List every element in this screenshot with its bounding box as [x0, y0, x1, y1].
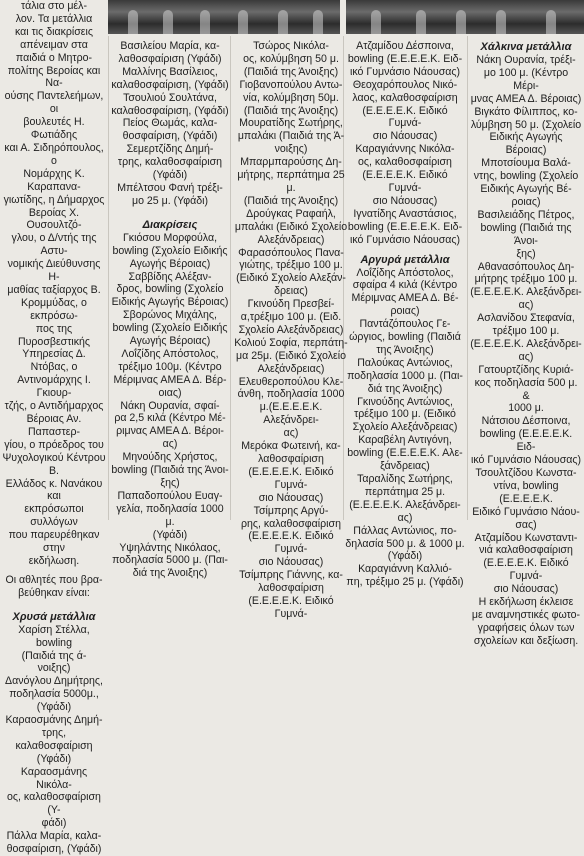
- photo-figure: [416, 10, 426, 34]
- list-item: Νάκη Ουρανία, σφαί- ρα 2,5 κιλά (Κέντρο Μέ- ριμνας ΑΜΕΑ Δ. Βέροι- ας): [114, 399, 226, 451]
- list-item: Μποτσίουμα Βαλά- ντης, bowling (Σχολείο Ειδικής Αγωγής Βέ- ροιας): [473, 157, 579, 208]
- list-item: Γκινούδης Αντώνιος, τρέξιμο 100 μ. (Ειδικό Σχολείο Αλεξάνδρειας): [352, 395, 458, 434]
- photo-figure: [313, 10, 323, 34]
- list-item: Σεμερτζίδης Δημή- τρης, καλαθοσφαίριση (Υφάδι): [117, 143, 223, 182]
- list-item: Βιγκάτο Φίλιππος, κο- λύμβηση 50 μ. (Σχολείο Ειδικής Αγωγής Βέροιας): [470, 105, 582, 157]
- list-item: Μερόκα Φωτεινή, κα- λαθοσφαίριση (Ε.Ε.Ε.Ε.Κ. Ειδικό Γυμνά- σιο Νάουσας): [241, 440, 341, 504]
- photo-right: [346, 0, 584, 34]
- list-item: Τσουλτζίδου Κωνστα- ντίνα, bowling (Ε.Ε.Ε.Ε.Κ. Ειδικό Γυμνάσιο Νάου- σας): [472, 467, 580, 531]
- list-item: Ατζαμίδου Κωνσταντι- νιά καλαθοσφαίριση (Ε.Ε.Ε.Ε.Κ. Ειδικό Γυμνά- σιο Νάουσας): [474, 531, 578, 596]
- list-item: Ταραλίδης Σωτήρης, περπάτημα 25 μ. (Ε.Ε.Ε.Ε.Κ. Αλεξάνδρει- ας): [349, 473, 461, 524]
- list-item: Δανόγλου Δημήτρης, ποδηλασία 5000μ., (Υφάδι): [5, 675, 103, 714]
- list-item: Τσουλιού Σουλτάνα, καλαθοσφαίριση, (Υφάδι): [111, 91, 229, 117]
- photo-figure: [128, 10, 138, 34]
- list-item: Βασιλείου Μαρία, κα- λαθοσφαίριση (Υφάδι): [118, 40, 222, 65]
- list-item: Γατουρτζίδης Κυριά- κος ποδηλασία 500 μ. & 1000 μ.: [474, 363, 578, 415]
- list-item: Γκινούδη Πρεσβεί- α,τρέξιμο 100 μ. (Ειδ. Σχολείο Αλεξάνδρειας): [238, 298, 344, 336]
- athletes-intro: Οι αθλητές που βρα- βεύθηκαν είναι:: [5, 573, 103, 599]
- list-item: Πάλλα Μαρία, καλα- θοσφαίριση, (Υφάδι): [6, 830, 102, 856]
- silver-medals-heading: Αργυρά μετάλλια: [360, 253, 450, 266]
- photo-figure: [238, 10, 248, 34]
- list-item: Μηνούδης Χρήστος, bowling (Παιδιά της Άνοι- ξης): [111, 451, 229, 489]
- closing-paragraph: Η εκδήλωση έκλεισε με αναμνηστικές φωτο- γραφήσεις όλων των σχολείων και δεξίωση.: [471, 596, 581, 647]
- column-divider: [230, 36, 231, 520]
- column-5: [470, 40, 582, 648]
- list-item: Καραγιάννη Καλλιό- πη, τρέξιμο 25 μ. (Υφάδι): [346, 563, 464, 589]
- list-item: Καραοσμάνης Δημή- τρης, καλαθοσφαίριση (Υφάδι): [5, 714, 103, 765]
- list-item: Ιγνατίδης Αναστάσιος, bowling (Ε.Ε.Ε.Ε.Κ. Ειδ- ικό Γυμνάσιο Νάουσας): [347, 207, 463, 246]
- photo-figure: [496, 10, 506, 34]
- list-item: Βασιλειάδης Πέτρος, bowling (Παιδιά της Άνοι- ξης): [477, 208, 575, 260]
- list-item: Νάτσιου Δέσποινα, bowling (Ε.Ε.Ε.Ε.Κ. Ειδ- ικό Γυμνάσιο Νάουσας): [471, 415, 581, 467]
- list-item: Σβορώνος Μιχάλης, bowling (Σχολείο Ειδικής Αγωγής Βέροιας): [112, 309, 228, 348]
- photo-figure: [456, 10, 466, 34]
- distinctions-heading: Διακρίσεις: [142, 218, 198, 231]
- list-item: Καραγιάννης Νικόλα- ος, καλαθοσφαίριση (Ε.Ε.Ε.Ε.Κ. Ειδικό Γυμνά- σιο Νάουσας): [355, 143, 455, 207]
- list-item: Παλούκας Αντώνιος, ποδηλασία 1000 μ. (Παι- διά της Άνοιξης): [347, 356, 463, 395]
- intro-paragraph: τάλια στο μέλ- λον. Τα μετάλλια και τις διακρίσεις απένειμαν στα παιδιά ο Μητρο- πολίτης Βεροίας και Να- ούσης Παντελεήμων, οι βουλευτές Η. Φωτιάδης και Α. Σιδηρόπουλος, ο Νομάρχης Κ. Καραπανα- γιωτίδης, η Δήμαρχος Βεροίας Χ. Ουσουλτζό- γλου, ο Δ/ντής της Αστυ- νομικής Διεύθυνσης Η- μαθίας ταξίαρχος Β. Κρομμύδας, ο εκπρόσω- πος της Πυροσβεστικής Υπηρεσίας Δ. Ντόβας, ο Αντινομάρχης Ι. Γκιουρ- τζής, ο Αντιδήμαρχος Βέροιας Αν. Παπαστερ- γίου, ο πρόεδρος του Ψυχολογικού Κέντρου Β. Ελλάδος κ. Νανάκου και εκπρόσωποι συλλόγων που παρευρέθηκαν στην εκδήλωση.: [2, 0, 106, 567]
- column-4: [345, 40, 465, 589]
- list-item: Θεοχαρόπουλος Νικό- λαος, καλαθοσφαίριση (Ε.Ε.Ε.Ε.Κ. Ειδικό Γυμνά- σιο Νάουσας): [352, 78, 458, 143]
- list-item: Ατζαμίδου Δέσποινα, bowling (Ε.Ε.Ε.Ε.Κ. Ειδ- ικό Γυμνάσιο Νάουσας): [347, 40, 463, 78]
- list-item: Λοΐζίδης Απόστολος, σφαίρα 4 κιλά (Κέντρο Μέριμνας ΑΜΕΑ Δ. Βέ- ροιας): [351, 266, 459, 318]
- photo-figure: [546, 10, 556, 34]
- list-item: Γιοβανοπούλου Αντω- νία, κολύμβηση 50μ. (Παιδιά της Άνοιξης): [239, 78, 343, 117]
- list-item: Δρούγκας Ραφαήλ, μπαλάκι (Ειδικό Σχολείο Αλεξάνδρειας): [234, 207, 348, 246]
- list-item: Σαββίδης Αλέξαν- δρος, bowling (Σχολείο Ειδικής Αγωγής Βέροιας): [111, 270, 229, 309]
- list-item: Υψηλάντης Νικόλαος, ποδηλασία 5000 μ. (Παι- διά της Άνοιξης): [112, 541, 228, 580]
- list-item: Λοΐζίδης Απόστολος, τρέξιμο 100μ. (Κέντρο Μέριμνας ΑΜΕΑ Δ. Βέρ- οιας): [113, 347, 227, 399]
- list-item: Τσίμπρης Αργύ- ρης, καλαθοσφαίριση (Ε.Ε.Ε.Ε.Κ. Ειδικό Γυμνά- σιο Νάουσας): [241, 504, 341, 569]
- bronze-medals-heading: Χάλκινα μετάλλια: [480, 41, 572, 53]
- list-item: Αθανασόπουλος Δη- μήτρης τρέξιμο 100 μ. (Ε.Ε.Ε.Ε.Κ. Αλεξάνδρει- ας): [470, 260, 582, 312]
- list-item: Παπαδοπούλου Ευαγ- γελία, ποδηλασία 1000 μ. (Υφάδι): [116, 489, 224, 541]
- list-item: Μπέλτσου Φανή τρέξι- μο 25 μ. (Υφάδι): [117, 181, 223, 207]
- column-3: [232, 40, 350, 621]
- photo-figure: [163, 10, 173, 34]
- photo-left: [108, 0, 340, 34]
- gold-medals-heading: Χρυσά μετάλλια: [12, 610, 96, 623]
- column-1: [2, 0, 106, 856]
- photo-figure: [278, 10, 288, 34]
- list-item: Χαρίση Στέλλα, bowling (Παιδιά της ά- νοιξης): [18, 623, 90, 675]
- list-item: Μουρατίδης Σωτήρης, μπαλάκι (Παιδιά της Ά- νοιξης): [237, 117, 345, 156]
- list-item: Ασλανίδου Στεφανία, τρέξιμο 100 μ. (Ε.Ε.Ε.Ε.Κ. Αλεξάνδρει- ας): [470, 312, 582, 363]
- list-item: Τσώρος Νικόλα- ος, κολύμβηση 50 μ. (Παιδιά της Άνοιξης): [243, 40, 339, 78]
- photo-figure: [371, 10, 381, 34]
- column-divider: [108, 36, 109, 520]
- column-divider: [467, 36, 468, 520]
- list-item: Καραοσμάνης Νικόλα- ος, καλαθοσφαίριση (Υ- φάδι): [7, 765, 101, 830]
- list-item: Μπαρμπαρούσης Δη- μήτρης, περπάτημα 25 μ. (Παιδιά της Άνοιξης): [237, 156, 345, 207]
- list-item: Φαρασόπουλος Πανα- γιώτης, τρέξιμο 100 μ. (Ειδικό Σχολείο Αλεξάν- δρειας): [236, 246, 346, 298]
- list-item: Πάλλας Αντώνιος, πο- δηλασία 500 μ. & 1000 μ. (Υφάδι): [345, 524, 465, 563]
- list-item: Παντάζόπουλος Γε- ώργιος, bowling (Παιδιά της Άνοιξης): [349, 318, 461, 356]
- column-2: [111, 40, 229, 580]
- list-item: Πείος Θωμάς, καλα- θοσφαίριση, (Υφάδι): [122, 117, 218, 143]
- list-item: Κολιού Σοφία, περπάτη- μα 25μ. (Ειδικό Σχολείο Αλεξάνδρειας): [234, 336, 348, 375]
- list-item: Γκιόσου Μορφούλα, bowling (Σχολείο Ειδικής Αγωγής Βέροιας): [112, 231, 228, 270]
- list-item: Τσίμπρης Γιάννης, κα- λαθοσφαίριση (Ε.Ε.Ε.Ε.Κ. Ειδικό Γυμνά-: [239, 569, 343, 620]
- list-item: Καραβέλη Αντιγόνη, bowling (Ε.Ε.Ε.Ε.Κ. Αλε- ξάνδρειας): [347, 434, 463, 473]
- list-item: Ελευθεροπούλου Κλε- άνθη, ποδηλασία 1000 μ.(Ε.Ε.Ε.Ε.Κ. Αλεξάνδρει- ας): [237, 375, 345, 440]
- list-item: Μαλλίνης Βασίλειος, καλαθοσφαίριση, (Υφάδι): [111, 65, 229, 91]
- photo-figure: [200, 10, 210, 34]
- list-item: Νάκη Ουρανία, τρέξι- μο 100 μ. (Κέντρο Μέρι- μνας ΑΜΕΑ Δ. Βέροιας): [470, 54, 582, 105]
